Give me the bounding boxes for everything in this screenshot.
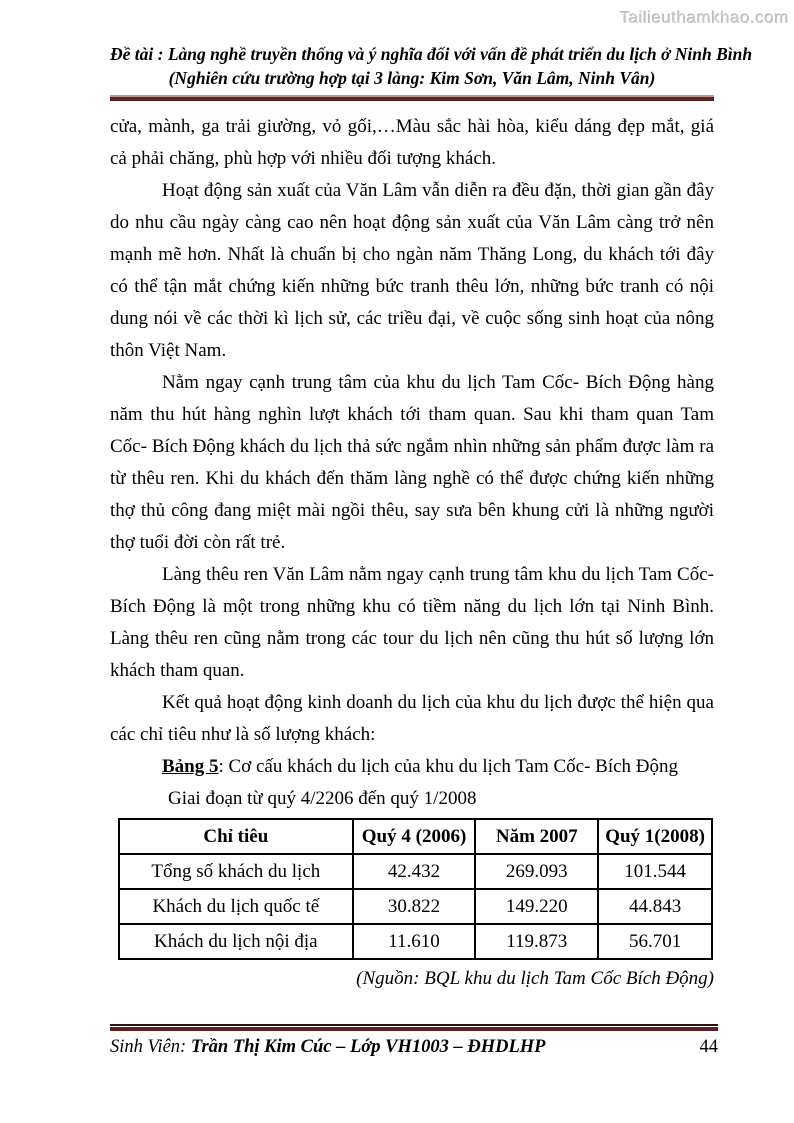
header-rule <box>110 95 714 101</box>
column-header-nam-2007: Năm 2007 <box>475 819 598 854</box>
column-header-quy4-2006: Quý 4 (2006) <box>353 819 476 854</box>
column-header-chi-tieu: Chỉ tiêu <box>119 819 353 854</box>
row-label: Tổng số khách du lịch <box>119 854 353 889</box>
visitor-statistics-table <box>118 818 713 960</box>
body-paragraph-1: cửa, mành, ga trải giường, vỏ gối,…Màu sắc hài hòa, kiểu dáng đẹp mắt, giá cả phải chăng, phù hợp với nhiều đối tượng khách. <box>110 116 714 169</box>
cell-value: 269.093 <box>475 854 598 889</box>
watermark-text: Tailieuthamkhao.com <box>619 8 789 27</box>
cell-value: 44.843 <box>598 889 712 924</box>
row-label: Khách du lịch nội địa <box>119 924 353 959</box>
table-header-row <box>119 819 712 854</box>
cell-value: 56.701 <box>598 924 712 959</box>
table-row-international <box>119 889 712 924</box>
page-number: 44 <box>699 1037 718 1057</box>
table-row-domestic <box>119 924 712 959</box>
student-credit-name: Trần Thị Kim Cúc – Lớp VH1003 – ĐHDLHP <box>190 1037 546 1057</box>
cell-value: 11.610 <box>353 924 476 959</box>
body-paragraph-4: Làng thêu ren Văn Lâm nằm ngay cạnh trung tâm khu du lịch Tam Cốc- Bích Động là một trong những khu có tiềm năng du lịch lớn tại Ninh Bình. Làng thêu ren cũng nằm trong các tour du lịch nên cũng thu hút số lượng lớn khách tham quan. <box>110 564 714 681</box>
table-caption-period: Giai đoạn từ quý 4/2206 đến quý 1/2008 <box>168 788 477 809</box>
table-row-total <box>119 854 712 889</box>
student-credit <box>110 1035 545 1059</box>
row-label: Khách du lịch quốc tế <box>119 889 353 924</box>
cell-value: 101.544 <box>598 854 712 889</box>
table-caption-text: : Cơ cấu khách du lịch của khu du lịch Tam Cốc- Bích Động <box>218 756 679 777</box>
body-paragraph-3: Nằm ngay cạnh trung tâm của khu du lịch Tam Cốc- Bích Động hàng năm thu hút hàng nghìn lượt khách tới tham quan. Sau khi tham quan Tam Cốc- Bích Động khách du lịch thả sức ngắm nhìn những sản phẩm được làm ra từ thêu ren. Khi du khách đến thăm làng nghề có thể được chứng kiến những thợ thủ công đang miệt mài ngồi thêu, say sưa bên khung cửi là những người thợ tuổi đời còn rất trẻ. <box>110 372 714 553</box>
document-body <box>110 111 714 994</box>
student-credit-label: Sinh Viên: <box>110 1037 191 1057</box>
cell-value: 119.873 <box>475 924 598 959</box>
body-paragraph-2: Hoạt động sản xuất của Văn Lâm vẫn diễn ra đều đặn, thời gian gần đây do nhu cầu ngày càng cao nên hoạt động sản xuất của Văn Lâm càng trở nên mạnh mẽ hơn. Nhất là chuẩn bị cho ngàn năm Thăng Long, du khách tới đây có thể tận mắt chứng kiến những bức tranh thêu lớn, những bức tranh có nội dung nói về các thời kì lịch sử, các triều đại, về cuộc sống sinh hoạt của nông thôn Việt Nam. <box>110 180 714 361</box>
page-footer <box>110 1024 718 1059</box>
cell-value: 30.822 <box>353 889 476 924</box>
footer-rule-thick <box>110 1027 718 1031</box>
footer-line <box>110 1035 718 1059</box>
report-title-line2: (Nghiên cứu trường hợp tại 3 làng: Kim Sơn, Văn Lâm, Ninh Vân) <box>168 68 656 88</box>
body-paragraph-5: Kết quả hoạt động kinh doanh du lịch của khu du lịch được thể hiện qua các chỉ tiêu như là số lượng khách: <box>110 692 714 745</box>
cell-value: 42.432 <box>353 854 476 889</box>
cell-value: 149.220 <box>475 889 598 924</box>
column-header-quy1-2008: Quý 1(2008) <box>598 819 712 854</box>
footer-rule <box>110 1024 718 1031</box>
report-title-line1: Đề tài : Làng nghề truyền thống và ý nghĩa đối với vấn đề phát triển du lịch ở Ninh Bình <box>110 44 753 64</box>
header-rule-dark <box>110 97 714 101</box>
table-caption <box>110 751 714 783</box>
table-caption-label: Bảng 5 <box>162 756 219 777</box>
page-header <box>110 42 753 101</box>
table-source: (Nguồn: BQL khu du lịch Tam Cốc Bích Động) <box>356 968 714 989</box>
